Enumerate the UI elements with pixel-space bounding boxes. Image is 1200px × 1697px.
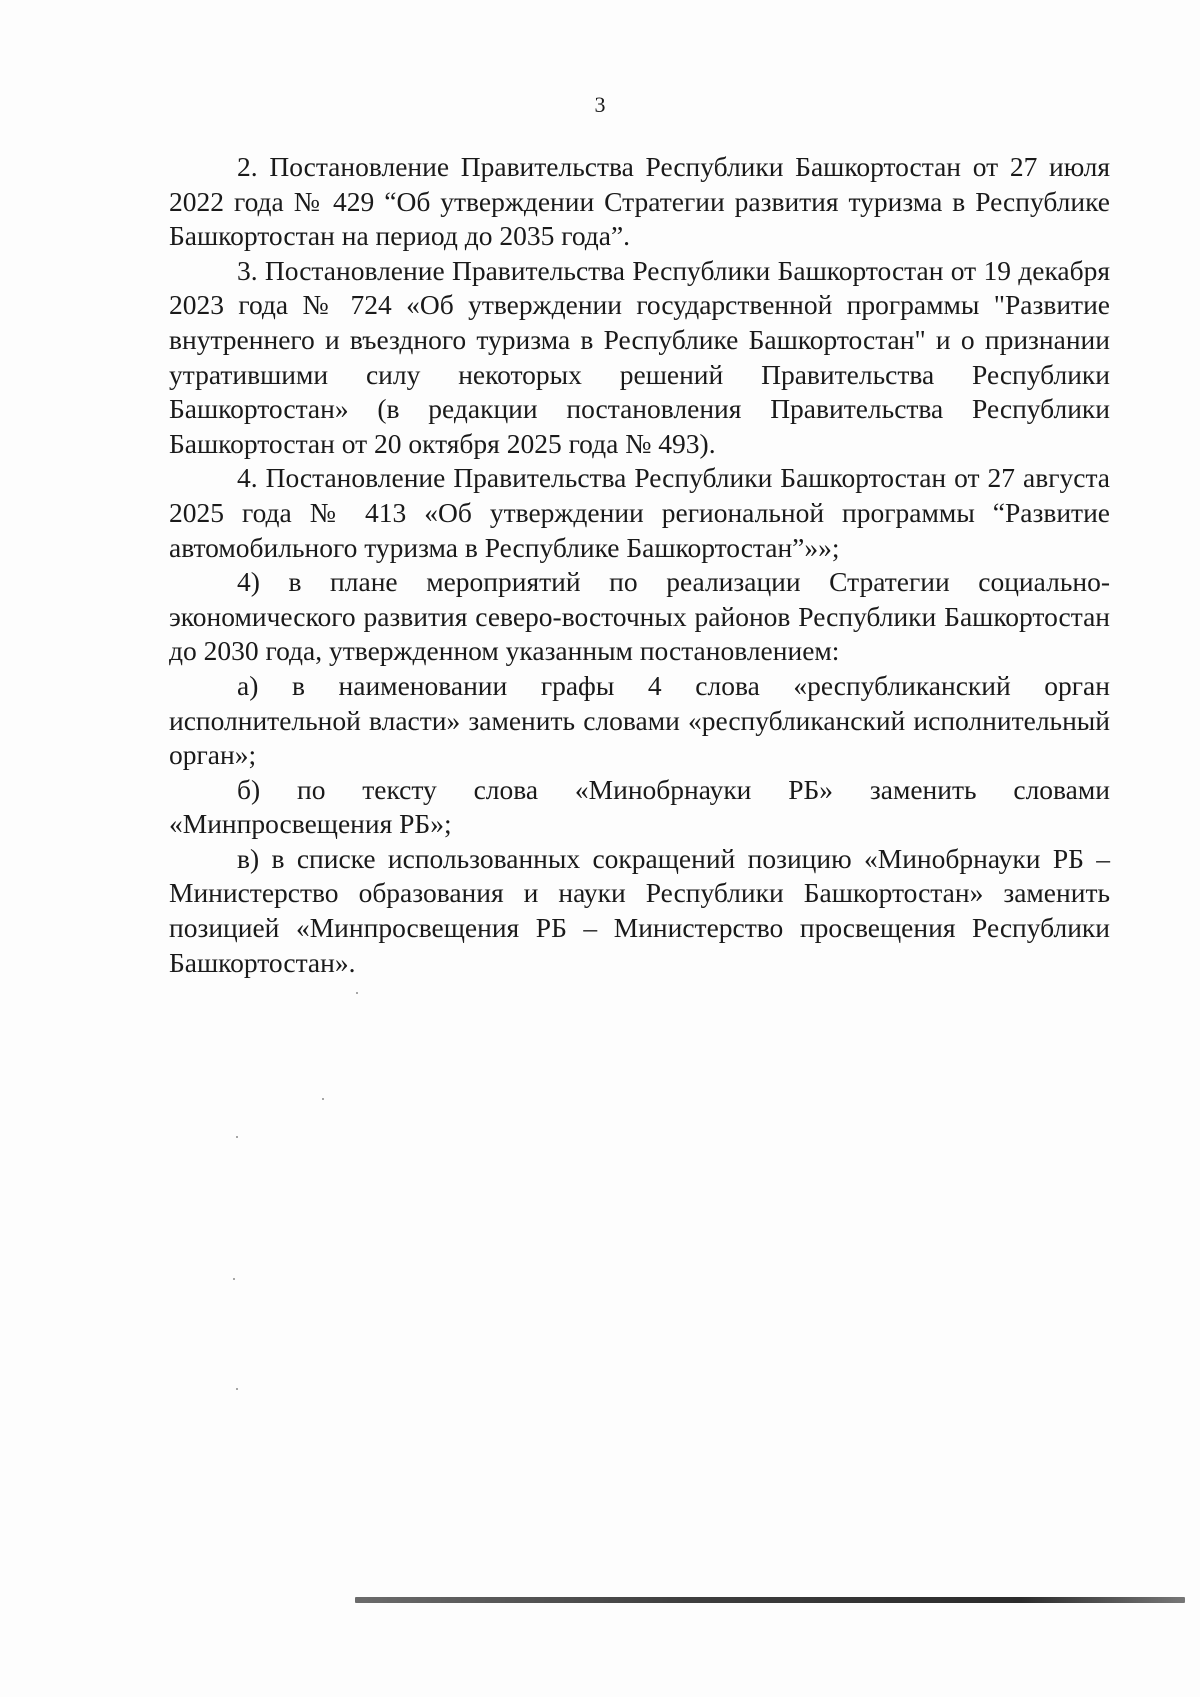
paragraph-subclause-a: а) в наименовании графы 4 слова «республиканский орган исполнительной власти» заменить словами «республиканский исполнительный орган»; (169, 669, 1110, 771)
paragraph-subclause-v: в) в списке использованных сокращений позицию «Минобрнауки РБ – Министерство образования и науки Республики Башкортостан» заменить позицией «Минпросвещения РБ – Министерство просвещения Республики Башкортостан». (169, 842, 1110, 978)
paragraph-subclause-b: б) по тексту слова «Минобрнауки РБ» заменить словами «Минпросвещения РБ»; (169, 773, 1110, 840)
scan-speck (236, 1388, 238, 1390)
document-body (169, 150, 1110, 980)
scan-speck (233, 1278, 235, 1280)
paragraph-clause-4-action-plan: 4) в плане мероприятий по реализации Стратегии социально-экономического развития северо-восточных районов Республики Башкортостан до 2030 года, утвержденном указанным постановлением: (169, 566, 1110, 667)
page-number: 3 (594, 92, 606, 117)
paragraph-item-3-resolution-2023: 3. Постановление Правительства Республики Башкортостан от 19 декабря 2023 года № 724 «Об утверждении государственной программы "Развитие внутреннего и въездного туризма в Республике Башкортостан" и о признании утратившими силу некоторых решений Правительства Республики Башкортостан» (в редакции постановления Правительства Республики Башкортостан от 20 октября 2025 года № 493). (169, 254, 1110, 459)
paragraph-item-4-resolution-2025: 4. Постановление Правительства Республики Башкортостан от 27 августа 2025 года № 413 «Об утверждении региональной программы “Развитие автомобильного туризма в Республике Башкортостан”»»; (169, 462, 1110, 563)
scan-speck (322, 1098, 324, 1100)
paragraph-item-2-resolution-2022: 2. Постановление Правительства Республики Башкортостан от 27 июля 2022 года № 429 “Об утверждении Стратегии развития туризма в Республике Башкортостан на период до 2035 года”. (169, 151, 1110, 252)
scan-speck (236, 1136, 238, 1138)
bottom-scan-edge-line (355, 1597, 1185, 1603)
scan-speck (356, 992, 358, 994)
